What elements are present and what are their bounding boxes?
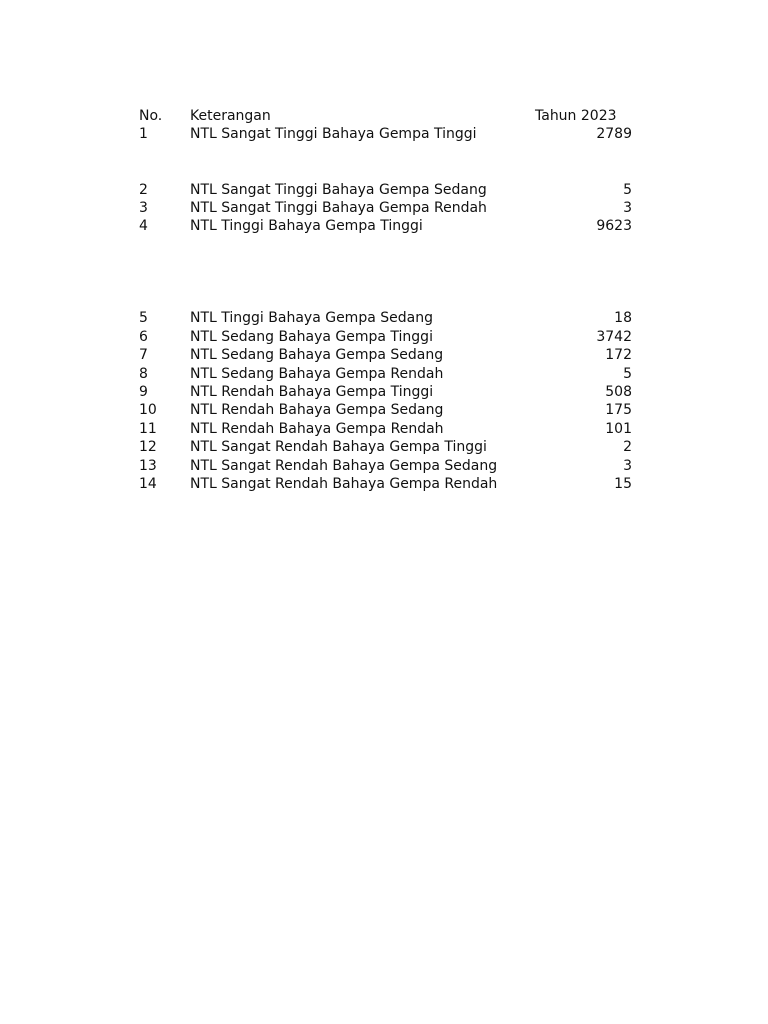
- header-year: Tahun 2023: [535, 108, 617, 124]
- table-row: [0, 328, 768, 346]
- row-value: 18: [614, 310, 632, 326]
- header-no: No.: [139, 108, 163, 124]
- row-description: NTL Sangat Tinggi Bahaya Gempa Sedang: [190, 182, 487, 198]
- row-number: 7: [139, 347, 148, 363]
- row-value: 2789: [596, 126, 632, 142]
- row-value: 5: [623, 366, 632, 382]
- table-row: [0, 346, 768, 364]
- row-description: NTL Sedang Bahaya Gempa Tinggi: [190, 329, 433, 345]
- row-number: 11: [139, 421, 157, 437]
- row-number: 14: [139, 476, 157, 492]
- row-number: 9: [139, 384, 148, 400]
- row-description: NTL Sangat Rendah Bahaya Gempa Rendah: [190, 476, 498, 492]
- row-value: 5: [623, 182, 632, 198]
- row-description: NTL Sangat Tinggi Bahaya Gempa Tinggi: [190, 126, 477, 142]
- row-value: 3742: [596, 329, 632, 345]
- row-value: 15: [614, 476, 632, 492]
- row-description: NTL Rendah Bahaya Gempa Tinggi: [190, 384, 434, 400]
- row-description: NTL Tinggi Bahaya Gempa Tinggi: [190, 218, 423, 234]
- row-description: NTL Rendah Bahaya Gempa Rendah: [190, 421, 444, 437]
- row-description: NTL Sedang Bahaya Gempa Sedang: [190, 347, 444, 363]
- table-row: [0, 401, 768, 419]
- row-value: 3: [623, 200, 632, 216]
- row-number: 5: [139, 310, 148, 326]
- table-row: [0, 457, 768, 475]
- row-number: 8: [139, 366, 148, 382]
- row-number: 6: [139, 329, 148, 345]
- row-description: NTL Rendah Bahaya Gempa Sedang: [190, 402, 444, 418]
- row-number: 13: [139, 458, 157, 474]
- row-number: 3: [139, 200, 148, 216]
- table-row: [0, 475, 768, 493]
- row-number: 4: [139, 218, 148, 234]
- row-number: 1: [139, 126, 148, 142]
- table-row: [0, 365, 768, 383]
- table-header-row: [0, 107, 768, 125]
- row-value: 9623: [596, 218, 632, 234]
- row-description: NTL Sangat Rendah Bahaya Gempa Sedang: [190, 458, 498, 474]
- row-number: 2: [139, 182, 148, 198]
- row-number: 12: [139, 439, 157, 455]
- row-description: NTL Sangat Rendah Bahaya Gempa Tinggi: [190, 439, 487, 455]
- header-description: Keterangan: [190, 108, 271, 124]
- table-row: [0, 438, 768, 456]
- table-row: [0, 217, 768, 235]
- row-description: NTL Tinggi Bahaya Gempa Sedang: [190, 310, 433, 326]
- row-value: 101: [605, 421, 632, 437]
- row-value: 2: [623, 439, 632, 455]
- row-value: 3: [623, 458, 632, 474]
- table-row: [0, 125, 768, 143]
- row-description: NTL Sedang Bahaya Gempa Rendah: [190, 366, 444, 382]
- row-description: NTL Sangat Tinggi Bahaya Gempa Rendah: [190, 200, 487, 216]
- row-value: 175: [605, 402, 632, 418]
- table-row: [0, 309, 768, 327]
- row-value: 172: [605, 347, 632, 363]
- row-number: 10: [139, 402, 157, 418]
- table-row: [0, 199, 768, 217]
- table-row: [0, 181, 768, 199]
- row-value: 508: [605, 384, 632, 400]
- table-row: [0, 420, 768, 438]
- table-row: [0, 383, 768, 401]
